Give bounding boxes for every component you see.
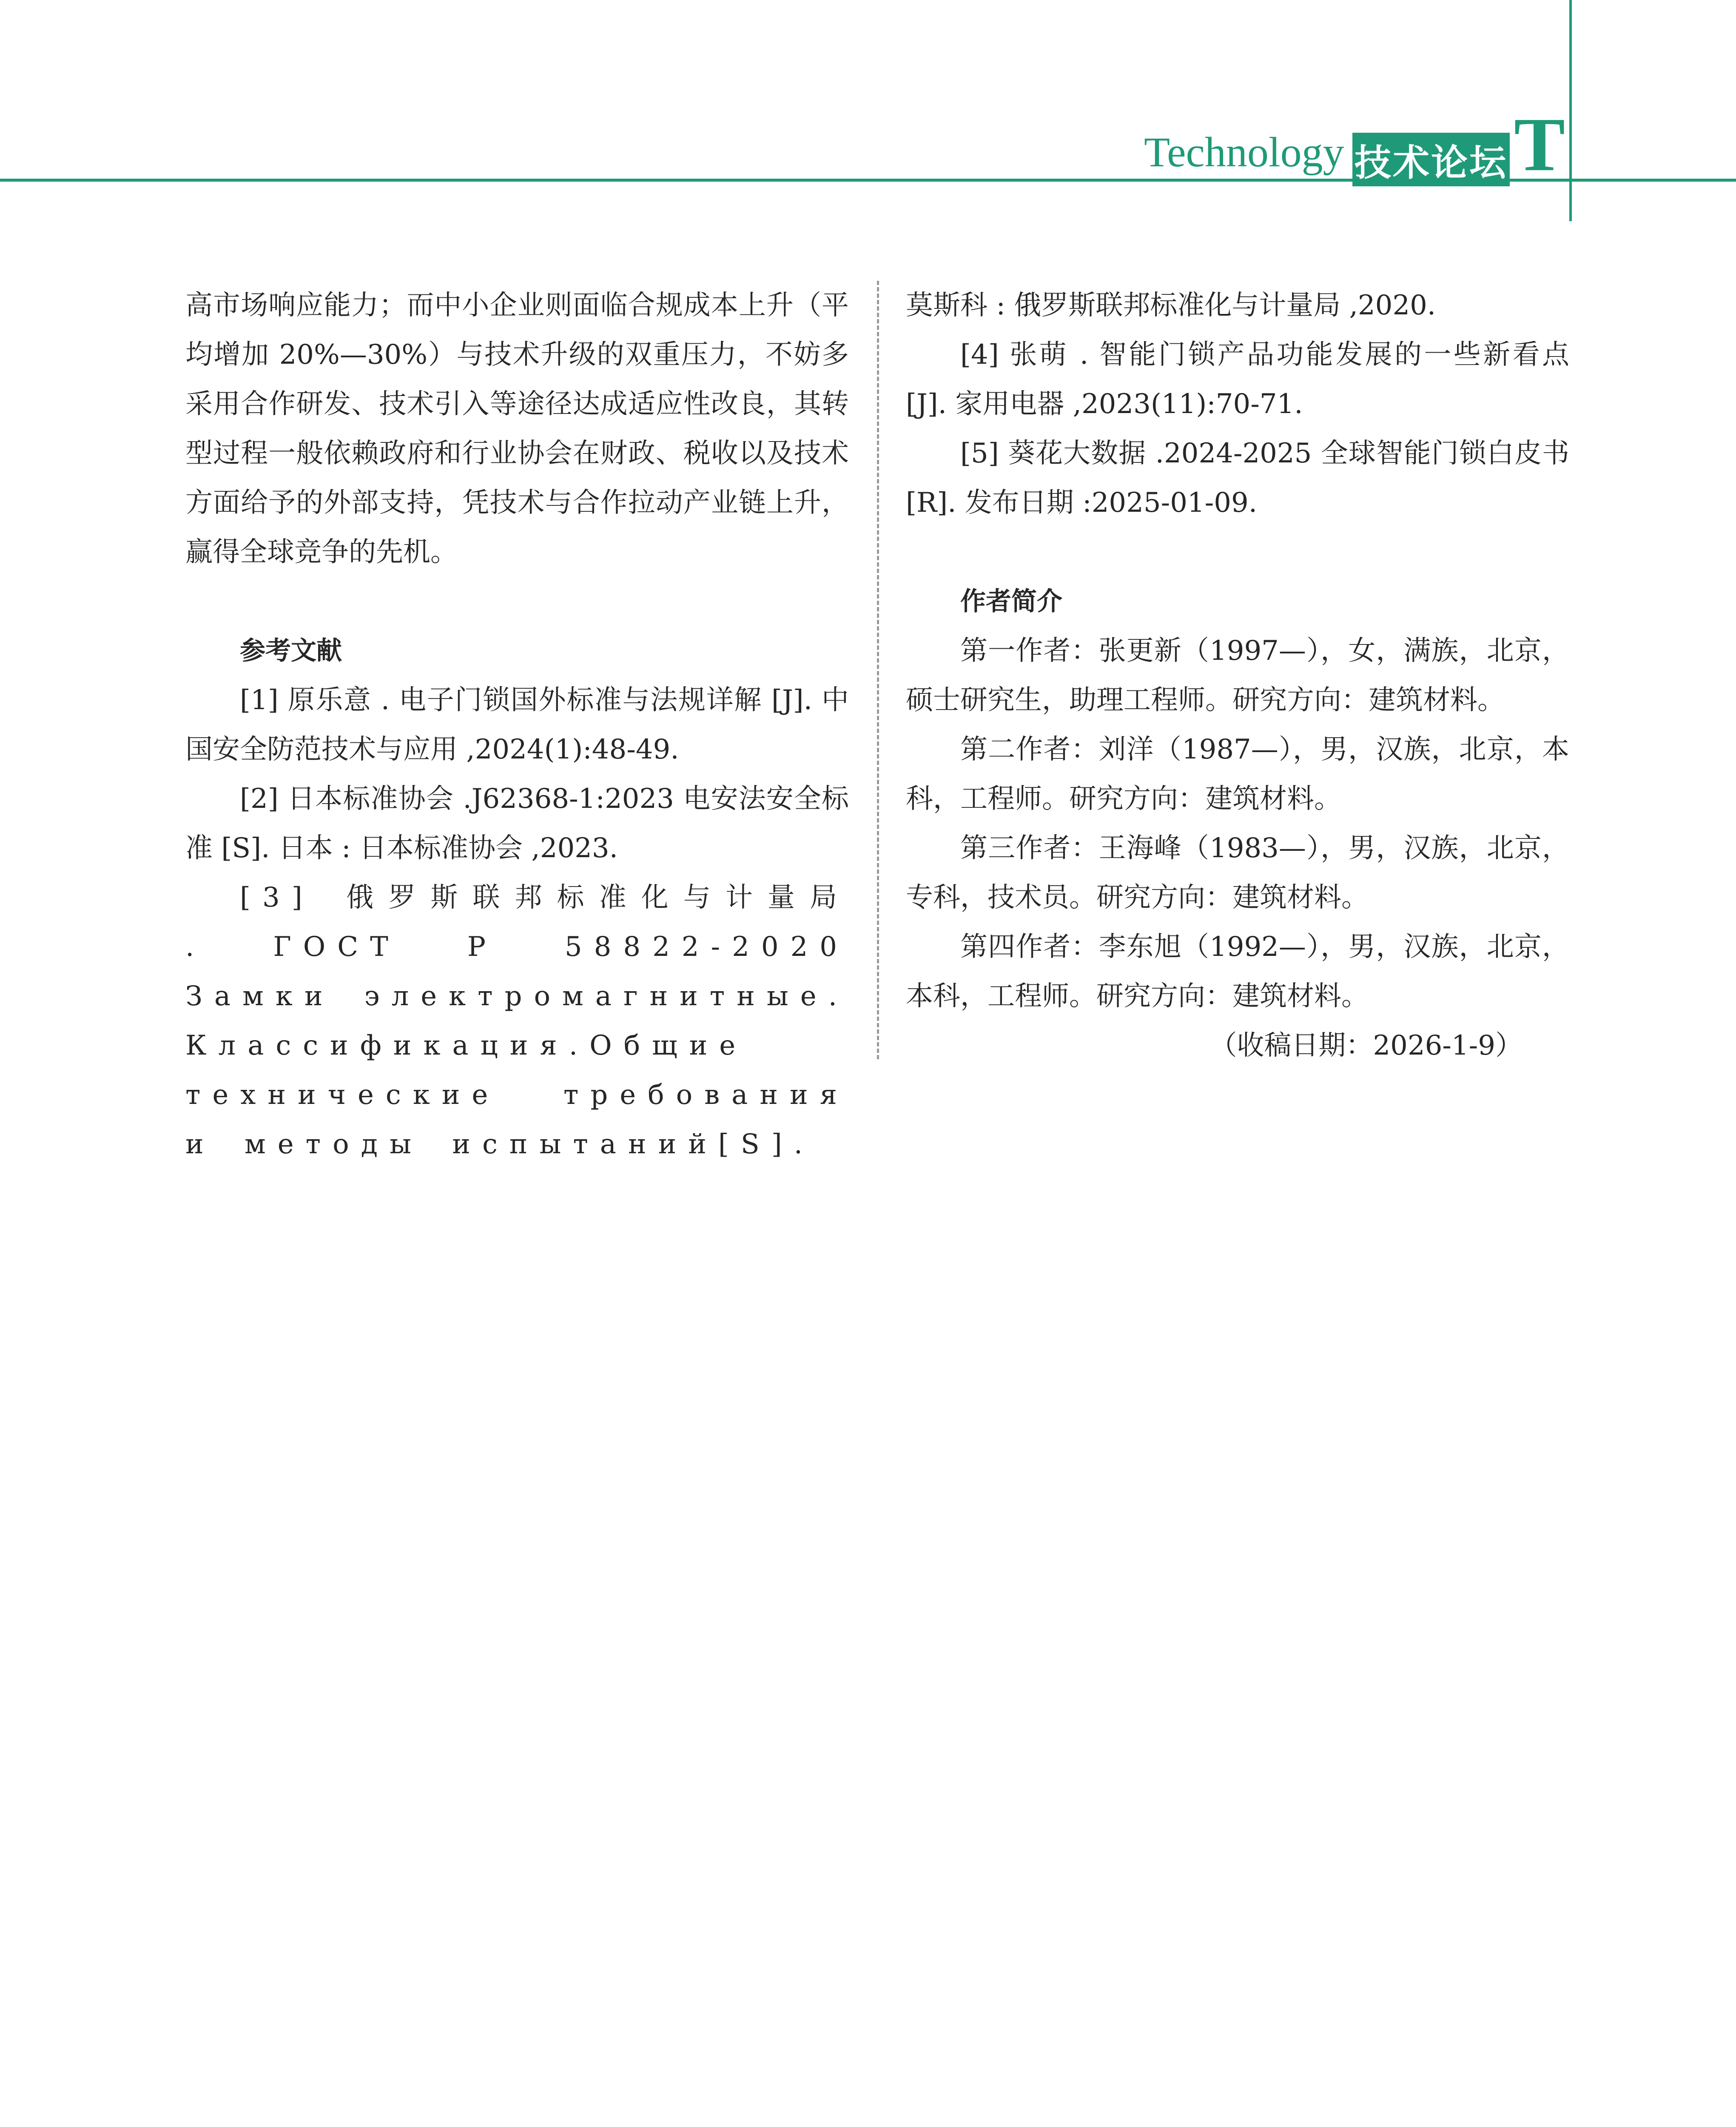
references-heading: 参考文献 [240,636,342,666]
section-title-cn: 技术论坛 [1352,133,1510,186]
header-vertical-rule [1569,0,1572,221]
author-4: 第四作者：李东旭（1992—），男，汉族，北京，本科，工程师。研究方向：建筑材料。 [906,931,1569,1012]
section-letter-logo: T [1514,102,1565,187]
reference-2: [2] 日本标准协会 .J62368-1:2023 电安法安全标准 [S]. 日本 : 日本标准协会 ,2023. [185,783,849,864]
author-1: 第一作者：张更新（1997—），女，满族，北京，硕士研究生，助理工程师。研究方向：建筑材料。 [906,635,1569,716]
author-2: 第二作者：刘洋（1987—），男，汉族，北京，本科，工程师。研究方向：建筑材料。 [906,734,1569,815]
received-date: （收稿日期：2026-1-9） [1210,1030,1523,1061]
reference-1: [1] 原乐意 . 电子门锁国外标准与法规详解 [J]. 中国安全防范技术与应用 ,2024(1):48-49. [185,684,849,765]
column-divider [877,281,879,1059]
author-heading: 作者简介 [960,587,1062,616]
reference-3: [3] 俄罗斯联邦标准化与计量局 . ГОСТ Р 58822-2020 Замки электромагнитные. Классификация.Общие технические требования и методы испытаний[S]. [185,882,849,1160]
reference-3-continued: 莫斯科 : 俄罗斯联邦标准化与计量局 ,2020. [906,290,1436,321]
section-title-en: Technology [1144,128,1344,176]
reference-4: [4] 张萌 . 智能门锁产品功能发展的一些新看点 [J]. 家用电器 ,2023(11):70-71. [906,339,1569,420]
reference-5: [5] 葵花大数据 .2024-2025 全球智能门锁白皮书 [R]. 发布日期 :2025-01-09. [906,438,1569,519]
body-paragraph: 高市场响应能力；而中小企业则面临合规成本上升（平均增加 20%—30%）与技术升级的双重压力，不妨多采用合作研发、技术引入等途径达成适应性改良，其转型过程一般依赖政府和行业协会在财政、税收以及技术方面给予的外部支持，凭技术与合作拉动产业链上升，赢得全球竞争的先机。 [185,290,849,568]
left-column [185,281,849,1169]
right-column [906,281,1569,1070]
author-3: 第三作者：王海峰（1983—），男，汉族，北京，专科，技术员。研究方向：建筑材料。 [906,833,1569,913]
